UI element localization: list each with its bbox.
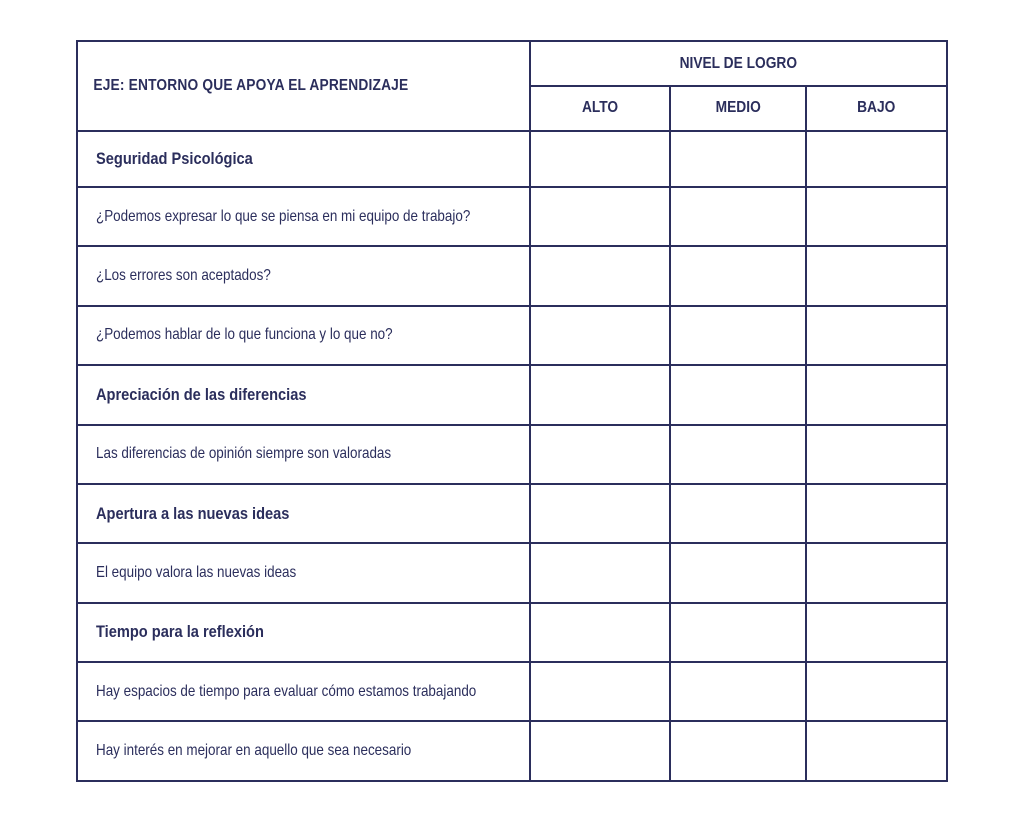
rating-cell-alto[interactable]	[530, 306, 670, 365]
rating-cell-medio[interactable]	[670, 603, 806, 662]
column-header-medio: MEDIO	[670, 86, 806, 130]
rating-cell-alto[interactable]	[530, 246, 670, 305]
rating-cell-bajo[interactable]	[806, 662, 947, 721]
rating-cell-bajo[interactable]	[806, 543, 947, 602]
question-row	[77, 306, 947, 365]
question-row	[77, 246, 947, 305]
section-title-label: Tiempo para la reflexión	[96, 622, 264, 642]
section-title-label: Apreciación de las diferencias	[96, 384, 307, 404]
question-text	[77, 246, 530, 305]
section-row	[77, 603, 947, 662]
question-text	[77, 425, 530, 484]
question-label: ¿Los errores son aceptados?	[96, 267, 271, 285]
column-header-bajo: BAJO	[806, 86, 947, 130]
rating-cell-medio[interactable]	[670, 306, 806, 365]
section-row	[77, 131, 947, 187]
rating-cell-bajo[interactable]	[806, 306, 947, 365]
level-title: NIVEL DE LOGRO	[530, 41, 947, 86]
section-title-label: Apertura a las nuevas ideas	[96, 503, 290, 523]
rating-cell-alto[interactable]	[530, 603, 670, 662]
rating-cell-medio[interactable]	[670, 543, 806, 602]
rating-cell-alto[interactable]	[530, 543, 670, 602]
section-title	[77, 131, 530, 187]
question-text	[77, 187, 530, 246]
rating-cell-bajo[interactable]	[806, 603, 947, 662]
evaluation-table	[76, 40, 948, 782]
rating-cell-bajo[interactable]	[806, 484, 947, 543]
rating-cell-alto[interactable]	[530, 365, 670, 424]
rating-cell-bajo[interactable]	[806, 246, 947, 305]
axis-title: EJE: ENTORNO QUE APOYA EL APRENDIZAJE	[77, 41, 467, 131]
question-row	[77, 425, 947, 484]
rating-cell-medio[interactable]	[670, 131, 806, 187]
rating-cell-medio[interactable]	[670, 662, 806, 721]
rating-cell-medio[interactable]	[670, 721, 806, 781]
section-title-label: Seguridad Psicológica	[96, 148, 253, 168]
rating-cell-medio[interactable]	[670, 484, 806, 543]
question-row	[77, 662, 947, 721]
rating-cell-alto[interactable]	[530, 187, 670, 246]
question-row	[77, 543, 947, 602]
header-row-top	[77, 41, 947, 86]
question-label: ¿Podemos hablar de lo que funciona y lo que no?	[96, 326, 393, 344]
question-text	[77, 306, 530, 365]
rating-cell-medio[interactable]	[670, 425, 806, 484]
rating-cell-bajo[interactable]	[806, 187, 947, 246]
section-row	[77, 484, 947, 543]
question-text	[77, 721, 530, 781]
question-row	[77, 721, 947, 781]
rating-cell-medio[interactable]	[670, 246, 806, 305]
rating-cell-medio[interactable]	[670, 187, 806, 246]
question-label: Hay interés en mejorar en aquello que sea necesario	[96, 742, 412, 760]
rating-cell-bajo[interactable]	[806, 131, 947, 187]
section-title	[77, 603, 530, 662]
question-text	[77, 543, 530, 602]
rating-cell-alto[interactable]	[530, 484, 670, 543]
evaluation-sheet	[76, 40, 946, 782]
rating-cell-alto[interactable]	[530, 721, 670, 781]
rating-cell-alto[interactable]	[530, 662, 670, 721]
question-label: Las diferencias de opinión siempre son valoradas	[96, 445, 392, 463]
question-label: ¿Podemos expresar lo que se piensa en mi equipo de trabajo?	[96, 207, 471, 225]
column-header-alto: ALTO	[530, 86, 670, 130]
rating-cell-bajo[interactable]	[806, 365, 947, 424]
question-row	[77, 187, 947, 246]
section-title	[77, 484, 530, 543]
rating-cell-alto[interactable]	[530, 131, 670, 187]
rating-cell-medio[interactable]	[670, 365, 806, 424]
rating-cell-bajo[interactable]	[806, 425, 947, 484]
question-label: Hay espacios de tiempo para evaluar cómo estamos trabajando	[96, 682, 477, 700]
section-title	[77, 365, 530, 424]
rating-cell-alto[interactable]	[530, 425, 670, 484]
question-label: El equipo valora las nuevas ideas	[96, 564, 297, 581]
rating-cell-bajo[interactable]	[806, 721, 947, 781]
question-text	[77, 662, 530, 721]
section-row	[77, 365, 947, 424]
